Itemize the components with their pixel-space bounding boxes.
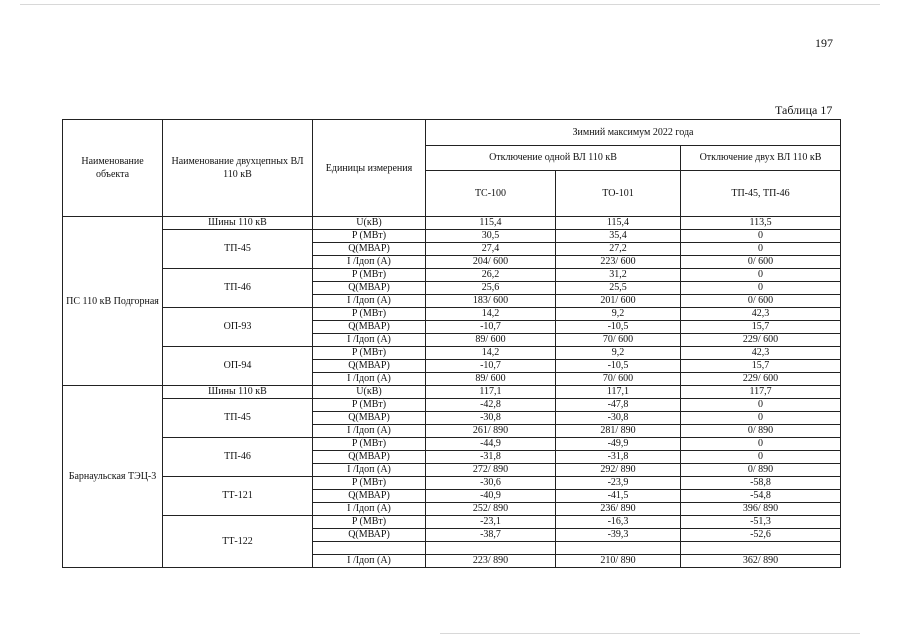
unit-cell: Q(МВАР) [313,243,426,256]
value-cell: 31,2 [556,269,681,282]
value-cell: 0/ 890 [681,464,841,477]
value-cell: -16,3 [556,516,681,529]
line-name-cell: ТП-45 [163,399,313,438]
value-cell: 117,7 [681,386,841,399]
unit-cell: U(кВ) [313,386,426,399]
value-cell: 201/ 600 [556,295,681,308]
value-cell: -41,5 [556,490,681,503]
value-cell: 252/ 890 [426,503,556,516]
line-name-cell: ТП-45 [163,230,313,269]
scan-artifact-top [20,4,880,5]
scan-artifact-bottom [440,633,860,634]
value-cell: 229/ 600 [681,334,841,347]
value-cell: -10,7 [426,321,556,334]
unit-cell: I /Iдоп (А) [313,334,426,347]
value-cell: 236/ 890 [556,503,681,516]
unit-cell: P (МВт) [313,438,426,451]
value-cell: 89/ 600 [426,373,556,386]
value-cell: 0/ 600 [681,256,841,269]
value-cell: 0 [681,399,841,412]
value-cell: 0/ 890 [681,425,841,438]
value-cell: -49,9 [556,438,681,451]
value-cell: -30,8 [426,412,556,425]
unit-cell: P (МВт) [313,477,426,490]
header-two-lines-off: Отключение двух ВЛ 110 кВ [681,145,841,171]
unit-cell: P (МВт) [313,269,426,282]
value-cell: -42,8 [426,399,556,412]
value-cell: -52,6 [681,529,841,542]
value-cell: 9,2 [556,308,681,321]
value-cell: 261/ 890 [426,425,556,438]
unit-cell: I /Iдоп (А) [313,464,426,477]
value-cell: -39,3 [556,529,681,542]
value-cell: 14,2 [426,347,556,360]
value-cell: 0 [681,282,841,295]
value-cell: 362/ 890 [681,555,841,568]
value-cell: -58,8 [681,477,841,490]
value-cell: 115,4 [556,217,681,230]
unit-cell: I /Iдоп (А) [313,373,426,386]
line-name-cell: ОП-93 [163,308,313,347]
table-row [63,230,841,243]
page-number: 197 [815,36,833,50]
value-cell: 0 [681,412,841,425]
table-row [63,386,841,399]
value-cell: 35,4 [556,230,681,243]
line-name-cell: ТП-46 [163,269,313,308]
value-cell: -23,9 [556,477,681,490]
line-name-cell: Шины 110 кВ [163,386,313,399]
value-cell [556,542,681,555]
value-cell: 0 [681,438,841,451]
table-row [63,438,841,451]
value-cell: -44,9 [426,438,556,451]
value-cell: -31,8 [556,451,681,464]
value-cell: 25,5 [556,282,681,295]
value-cell: 0 [681,243,841,256]
value-cell: 0 [681,451,841,464]
value-cell: 70/ 600 [556,334,681,347]
object-name-cell: Барнаульская ТЭЦ-3 [63,386,163,568]
value-cell [681,542,841,555]
table-row [63,477,841,490]
line-name-cell: Шины 110 кВ [163,217,313,230]
value-cell: 183/ 600 [426,295,556,308]
value-cell: 115,4 [426,217,556,230]
value-cell [426,542,556,555]
value-cell: -40,9 [426,490,556,503]
unit-cell: Q(МВАР) [313,490,426,503]
value-cell: -10,5 [556,321,681,334]
value-cell: 27,4 [426,243,556,256]
line-name-cell: ТТ-122 [163,516,313,568]
value-cell: 42,3 [681,347,841,360]
unit-cell: Q(МВАР) [313,321,426,334]
unit-cell: I /Iдоп (А) [313,503,426,516]
table-row [63,399,841,412]
unit-cell: Q(МВАР) [313,412,426,425]
value-cell: -30,8 [556,412,681,425]
value-cell: -51,3 [681,516,841,529]
value-cell: 210/ 890 [556,555,681,568]
value-cell: 204/ 600 [426,256,556,269]
value-cell: 0/ 600 [681,295,841,308]
value-cell: 223/ 600 [556,256,681,269]
value-cell: 27,2 [556,243,681,256]
table-row [63,347,841,360]
value-cell: -23,1 [426,516,556,529]
value-cell: 117,1 [426,386,556,399]
unit-cell: I /Iдоп (А) [313,256,426,269]
value-cell: 9,2 [556,347,681,360]
unit-cell: I /Iдоп (А) [313,425,426,438]
table-row [63,217,841,230]
header-season: Зимний максимум 2022 года [426,120,841,146]
value-cell: 25,6 [426,282,556,295]
table-row [63,308,841,321]
line-name-cell: ОП-94 [163,347,313,386]
unit-cell: Q(МВАР) [313,451,426,464]
value-cell: 26,2 [426,269,556,282]
unit-cell: I /Iдоп (А) [313,555,426,568]
value-cell: 229/ 600 [681,373,841,386]
value-cell: -10,5 [556,360,681,373]
value-cell: 117,1 [556,386,681,399]
data-table [62,119,841,568]
unit-cell: Q(МВАР) [313,360,426,373]
value-cell: -30,6 [426,477,556,490]
table-row [63,516,841,529]
value-cell: 292/ 890 [556,464,681,477]
value-cell: 30,5 [426,230,556,243]
value-cell: 113,5 [681,217,841,230]
value-cell: -54,8 [681,490,841,503]
header-line: Наименование двухцепных ВЛ 110 кВ [163,120,313,217]
value-cell: -10,7 [426,360,556,373]
unit-cell: P (МВт) [313,399,426,412]
unit-cell: P (МВт) [313,308,426,321]
value-cell: 0 [681,269,841,282]
unit-cell: P (МВт) [313,516,426,529]
value-cell: 70/ 600 [556,373,681,386]
unit-cell: Q(МВАР) [313,282,426,295]
value-cell: -47,8 [556,399,681,412]
header-object: Наименование объекта [63,120,163,217]
header-col-tc100: ТС-100 [426,171,556,217]
line-name-cell: ТП-46 [163,438,313,477]
value-cell: 281/ 890 [556,425,681,438]
unit-cell: Q(МВАР) [313,529,426,542]
value-cell: 15,7 [681,321,841,334]
value-cell: 15,7 [681,360,841,373]
unit-cell: P (МВт) [313,347,426,360]
value-cell: -38,7 [426,529,556,542]
table-row [63,269,841,282]
value-cell: 223/ 890 [426,555,556,568]
table-caption: Таблица 17 [775,103,833,117]
value-cell: 14,2 [426,308,556,321]
header-col-to101: ТО-101 [556,171,681,217]
object-name-cell: ПС 110 кВ Подгорная [63,217,163,386]
value-cell: 272/ 890 [426,464,556,477]
unit-cell: P (МВт) [313,230,426,243]
value-cell: 396/ 890 [681,503,841,516]
line-name-cell: ТТ-121 [163,477,313,516]
unit-cell: I /Iдоп (А) [313,295,426,308]
unit-cell [313,542,426,555]
value-cell: 0 [681,230,841,243]
unit-cell: U(кВ) [313,217,426,230]
header-units: Единицы измерения [313,120,426,217]
value-cell: -31,8 [426,451,556,464]
value-cell: 42,3 [681,308,841,321]
value-cell: 89/ 600 [426,334,556,347]
header-col-tp45-tp46: ТП-45, ТП-46 [681,171,841,217]
header-one-line-off: Отключение одной ВЛ 110 кВ [426,145,681,171]
